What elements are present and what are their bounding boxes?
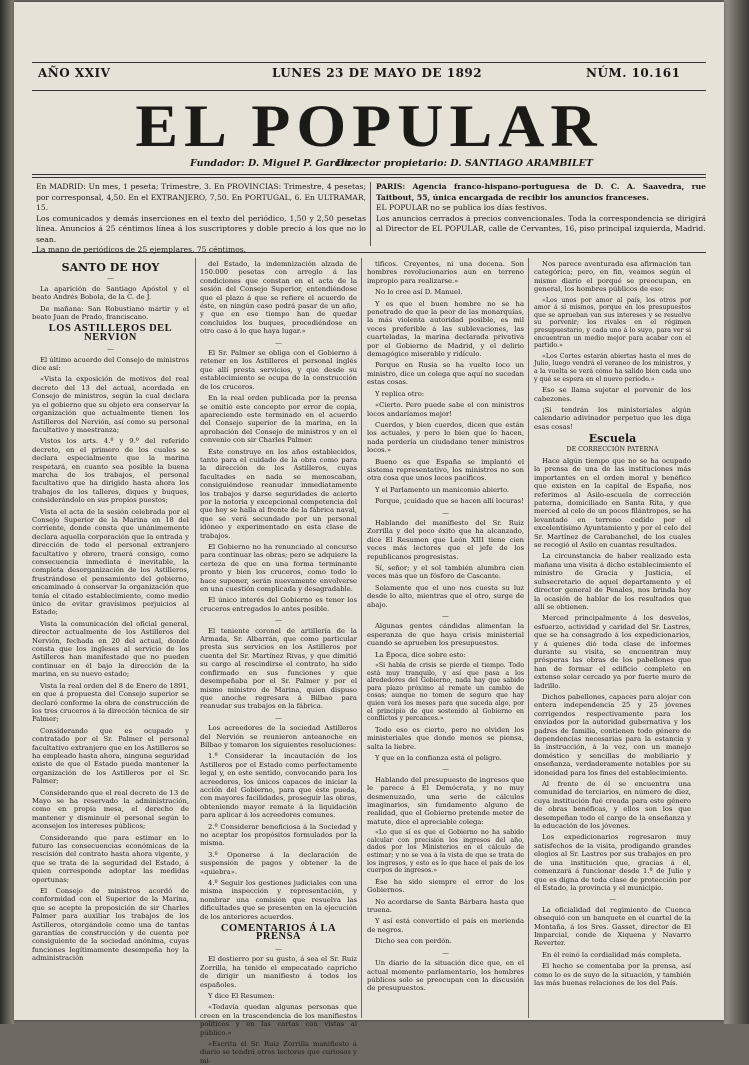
column-4 [534,260,691,1015]
article-paragraph: Vista la comunicación del oficial general, director actualmente de los Astilleros del Nervión, fechada en 20 del actual, donde consta que los ingleses al servicio de los Astilleros han manifestado que no pueden continuar en él bajo la dirección de la marina, en su nuevo estado; [32,619,189,679]
article-paragraph: El único interés del Gobierno es tener los cruceros entregados lo antes posible. [200,596,357,613]
bundle-price: La mano de periódicos de 25 ejemplares, 75 céntimos. [36,245,247,254]
santo-title: SANTO DE HOY [61,261,160,274]
separator: — [442,508,449,517]
separator: — [275,338,282,347]
content-rule [32,252,706,253]
article-paragraph: Un diario de la situación dice que, en el actual momento parlamentario, los hombres públicos solo se preocupan con la discusión de presupuestos. [367,959,524,993]
article-paragraph: En la real orden publicada por la prensa se omitió este concepto por error de copia, apareciendo este terminado en el acuerdo del Consejo superior de la marina, en la aprobación del Consejo de ministros y en el convenio con sir Charles Palmer. [200,394,357,445]
article-paragraph: Porque, ¡cuidado que se hacen allí locuras! [375,497,524,506]
article-paragraph: tificos. Creyentes, ni una docena. Son hombres revolucionarios aun en terreno impropio para realizarse.» [367,260,524,285]
comentarios-title: COMENTARIOS Á LA PRENSA [220,923,337,943]
article-paragraph: Considerando que es ocupado y contratado por el Sr. Palmer el personal facultativo extranjero que en los Astilleros se ha empleado hasta ahora, ninguna seguridad existe de que el Estado pueda mantener la organización de los Astilleros por el Sr. Palmer; [32,726,189,786]
masthead-title: EL POPULAR [135,91,603,160]
article-paragraph: Dichos pabellones, capaces para alojar con entera independencia 25 y 25 jóvenes corrigendos respectivamente para los enviados por la autoridad gubernativa y los padres de familia, contienen todo género de dependencias necesarias para la estancia y la instrucción, á la vez, con un manejo doméstico y sencillas de mobiliario y enseñanza, verdaderamente notables por su idoneidad para los fines del establecimiento. [534,692,691,777]
issue-number: NÚM. 10.161 [586,66,681,80]
article-paragraph: Vista el acta de la sesión celebrada por el Consejo Superior de la Marina en 18 del corriente, donde consta que unánimemente declara aquella corporación que la entrada y dirección de todo el personal extranjero facultativo y obrero, traerá consigo, como consecuencia inmediata é inevitable, la completa desorganización de los Astilleros, frustrándose el pensamiento del gobierno, encaminado á conservar la organización que tenía el citado establecimiento, como medio único de evitar gravísimos perjuicios al Estado; [32,507,189,617]
right-page-edge [724,0,749,1024]
article-paragraph: 2.º Considerar beneficiosa á la Sociedad y no aceptar los propósitos formulados por la misma. [200,822,357,848]
column-1 [32,260,189,1015]
left-binding-edge [0,0,14,1024]
escuela-title: Escuela [588,432,637,446]
article-paragraph: Hablando del presupuesto de ingresos que le parece á El Demócrata, y no muy desmenuzado, una serie de cálculos imaginarios, sin fundamento alguno de realidad, que el Gobierno pretende meter de matute, dice el apreciable colega: [367,775,524,826]
article-paragraph: El Gobierno no ha renunciado al concurso para continuar las obras; pero se adquiere la certeza de que en una forma terminante pronto y bien los cruceros, como todo lo hace suponer, serán nuevamente envolverse en una cuestión complicada y desagradable. [200,543,357,594]
article-paragraph: En él reinó la cordialidad más completa. [542,950,682,959]
article-paragraph: «Todavía quedan algunas personas que creen en la trascendencia de los manifiestos políticos y en las cartas con vistas al público.» [200,1003,357,1037]
separator: — [275,944,282,953]
article-paragraph: El Consejo de ministros acordó de conformidad con el Superior de la Marina, que se acepte la proposición de sir Charles Palmer para auxiliar los trabajos de los Astilleros, otorgándole como una de tantas garantías de construcción y de cuenta por consiguiente de la sociedad anónima, cuyas funciones legítimamente desempeña hoy la administración [32,887,189,963]
article-paragraph: Vista la real orden del 8 de Enero de 1891, en que á propuesta del Consejo superior se declaró conforme la obra de construcción de los tres cruceros á la dirección técnica de sir Palmer; [32,681,189,724]
subscription-rates: En MADRID: Un mes, 1 peseta; Trimestre, 3. En PROVINCIAS: Trimestre, 4 pesetas; por corresponsal, 4,50. En el EXTRANJERO, 7,50. En PORTUGAL, 6. En ULTRAMAR, 15. [36,182,366,212]
escuela-subtitle: DE CORRECCIÓN PATERNA [566,445,659,453]
article-paragraph: Hace algún tiempo que no se ha ocupado la prensa de una de las instituciones más importantes en el orden moral y benéfico que existen en la capital de España, nos referimos al Asilo-escuela de corrección paterna, domiciliado en Santa Rita, y que merced al celo de un pocos filántropos, se ha levantado en terreno cedido por el excelentísimo Ayuntamiento y por el celo del Sr. Martínez de Carabanchel, de los cuales se recogió el Asilo en cuantas resultados. [534,457,691,550]
newspaper-page [14,2,724,1065]
article-paragraph: Ése ha sido siempre el error de los Gobiernos. [367,877,524,895]
article-paragraph: Nos parece aventurada esa afirmación tan categórica; pero, en fin, veamos según el mismo diario el porqué se preocupan, en general, los hombres públicos de eso: [534,260,691,294]
article-paragraph: «Lo que sí es que el Gobierno no ha sabido calcular con precisión los ingresos del año, dados por los Ministerios en el cálculo de estimar; y no se vea á la vista de que se trata de los ingresos, y esto es lo que hace el país de los cuerpos de ingresos.» [367,829,524,875]
article-paragraph: Y dice El Resumen: [208,991,275,1000]
column-2 [200,260,357,1065]
article-paragraph: No lo cree así D. Manuel. [375,288,463,297]
header-rule-top [32,62,706,63]
article-paragraph: Merced principalmente á los desvelos, esfuerzo, actividad y caridad del Sr. Lastres, que se ha consagrado á los expedicionarios, y á quienes dió toda clase de informes durante su visita, se encuentran muy prósperas las obras de los pabellones que han de formar el edificio completo en extenso solar cercado ya por fuerte muro de ladrillo. [534,614,691,690]
masthead-rule [32,174,706,175]
year-label: AÑO XXIV [38,66,111,80]
article-paragraph: Y es que el buen hombre no se ha penetrado de que la peor de las monarquías, la más violenta autoridad posible, es mil veces preferible á las sublevaciones, las cuarteladas, la marina declarada privativa por el Gobierno de Madrid, y el delirio demagógico miserable y ridículo. [367,299,524,359]
article-paragraph: «Si habla de crisis se pierde el tiempo. Todo está muy tranquilo, y así que pasa a los alrededores del Gobierno, nada hay que sabido para plazo próximo al remate un cambio de cosas; aunque no tomen de seguro que hay quien verá los meses para que suceda algo, por el principio de que sostenido al Gobierno en conflictos y percances.» [367,662,524,723]
article-paragraph: Éste construye en los años establecidos, tanto para el cuidado de la obra como para la dirección de los Astilleros, cuyas facultades en nada se menoscaban, consiguiéndose reanudar inmediatamente los trabajos y darse seguridades de acierto por la notoria y excepcional competencia del que hoy se halla al frente de la fábrica naval, que se verá secundado por un personal idóneo y experimentado en esta clase de trabajos. [200,447,357,540]
article-paragraph: «Los unos por amor al país, los otros por amor á sí mismos, porque en los presupuestos que se aprueban van sus intereses y se resuelve su porvenir; los rivales en el régimen presupuestario, y cada uno á lo suyo, para ver si encuentran un medio mejor para acabar con el partido.» [534,296,691,350]
separator: — [442,612,449,621]
separator: — [107,274,114,283]
date-label: LUNES 23 DE MAYO DE 1892 [272,66,483,80]
article-paragraph: Y así está convertido el país en merienda de negros. [367,917,524,934]
column-divider [361,258,362,1018]
founder-line: Fundador: D. Miguel P. García. [190,158,354,169]
column-divider [195,258,196,1018]
article-paragraph: «Escrita el Sr. Ruiz Zorrilla manifiesto á diario se tendrá otros lectores que curiosos y mi- [200,1039,357,1065]
article-paragraph: El hecho se comentaba por la prensa, así como lo es de suyo de la situación, y también las más buenas relaciones de los del País. [534,962,691,987]
article-paragraph: 3.º Oponerse á la declaración de suspensión de pagos y obtener la de «quiebra». [200,850,357,876]
article-paragraph: Todo eso es cierto, pero no olviden los ministeriales que donde menos se piensa, salta la liebre. [367,725,524,751]
article-paragraph: Solamente que el uno nos cuesta su luz desde lo alto, mientras que el otro, surge de abajo. [367,583,524,609]
separator: — [275,616,282,625]
article-paragraph: Cuerdos, y bien cuerdos, dicen que están los actuales, y pero lo bien que lo hacen, nada perdería un ciudadano tener ministros locos.» [367,420,524,455]
paris-agency-box [376,182,706,235]
publication-note: EL POPULAR no se publica los días festivos. [376,203,548,212]
article-paragraph: La Época, dice sobre esto: [375,650,466,659]
article-paragraph: Los expedicionarios regresaron muy satisfechos de la visita, prodigando grandes elogios al Sr. Lastres por sus trabajos en pro de una institución que, gracias á él, comenzará á funcionar desde 1.º de Julio y que es digna de toda clase de protección por el Estado, la provincia y el municipio. [534,833,691,892]
article-paragraph: Dicho sea con perdón. [375,937,452,946]
article-paragraph: No acordarse de Santa Bárbara hasta que truena. [367,897,524,915]
separator: — [442,765,449,774]
separator: — [442,948,449,957]
advert-rates: Los comunicados y demás inserciones en el texto del periódico, 1,50 y 2,50 pesetas línea. Anuncios á 25 céntimos línea á los suscriptores y doble precio á los que no lo sean. [36,213,366,244]
separator: — [609,895,616,904]
article-paragraph: Algunas gentes cándidas alimentan la esperanza de que haya crisis ministerial cuando se aprueben los presupuestos. [367,622,524,648]
article-paragraph: 4.º Seguir los gestiones judiciales con una misma inspección y representación, y nombrar una comisión que resuelva las dificultades que se presenten en la ejecución de los anteriores acuerdos. [200,879,357,921]
separator: — [275,713,282,722]
article-paragraph: ¡Si tendrán los ministeriales algún calendario adivinador perpetuo que les diga esas cosas! [534,405,691,431]
article-paragraph: El teniente coronel de artillería de la Armada, Sr. Albarrán, que como particular presta sus servicios en los Astilleros por cuenta del Sr. Martínez Rivas, y que dimitió su cargo al rescindirse el contrato, ha sido confirmado en sus funciones y que desempeñaba por el Sr. Palmer y por el mismo ministro de Marina, quien dispuso que anoche regresara á Bilbao para reanudar sus trabajos en la fábrica. [200,626,357,711]
subscription-box [36,182,366,256]
paris-agency: PARIS: Agencia franco-hispano-portuguesa de D. C. A. Saavedra, rue Taitbout, 55, única encargada de recibir los anuncios franceses. [376,182,706,202]
article-paragraph: La circunstancia de haber realizado esta mañana una visita á dicho establecimiento el ministro de Gracia y Justicia, el subsecretario de aquel departamento y el director general de Penales, nos brinda hoy la ocasión de hablar de los resultados que allí se obtienen. [534,552,691,611]
article-paragraph: «Cierto. Pero puede sabe el con ministros locos andaríamos mejor! [367,401,524,418]
column-divider [528,258,529,1018]
article-paragraph: Los acreedores de la sociedad Astilleros del Nervión se reunieron anteanoche en Bilbao y tomaron los siguientes resoluciones: [200,724,357,749]
article-paragraph: Al frente de él se encuentra una comunidad de terciarios, en número de diez, cuya institución fué creada para este género de obras benéficas, y ellos son los que desempeñan todo el cargo de la enseñanza y la educación de los jóvenes. [534,780,691,831]
article-paragraph: De mañana: San Robustiano mártir y el beato Juan de Prado, franciscano. [32,304,189,322]
article-paragraph: El destierro por su gusto, á sea el Sr. Ruiz Zorrilla, ha tenido el empecatado capricho de dirigir un manifiesto á todos los españoles. [200,955,357,989]
article-paragraph: El Sr. Palmer se obliga con el Gobierno á retener en los Astilleros el personal inglés que allí presta servicios, y que desde su establecimiento se ocupa de la construcción de los cruceros. [200,349,357,391]
article-paragraph: Bueno es que España se implantó el sistema representativo, los ministros no son otra cosa que unos locos pacíficos. [367,457,524,483]
article-paragraph: Y que en la confianza está el peligro. [375,754,502,763]
article-paragraph: El último acuerdo del Consejo de ministros dice así: [32,355,189,373]
article-paragraph: Considerando que para estimar en lo futuro las consecuencias económicas de la rescisión del contrato hasta ahora vigente, y que se trata de la seguridad del Estado, á quien corresponde adoptar las medidas oportunas; [32,833,189,884]
article-paragraph: Sí, señor; y el sol también alumbra cien veces más que un fósforo de Cascante. [367,564,524,581]
article-paragraph: Hablando del manifiesto del Sr. Ruiz Zorrilla y del poco éxito que ha alcanzado, dice El Resumen que León XIII tiene cien veces más lectores que el jefe de los republicanos progresistas. [367,518,524,561]
article-paragraph: Y replica otro: [375,389,425,398]
article-paragraph: Considerando que el real decreto de 13 de Mayo se ha reservado la administración, como en propia mesa, el derecho de mantener y disminuir el personal según lo aconsejen los intereses públicos; [32,788,189,831]
correspondence-note: Los anuncios cerrados á precios convencionales. Toda la correspondencia se dirigirá al Director de EL POPULAR, calle de Cervantes, 16, piso principal izquierda, Madrid. [376,213,706,233]
article-paragraph: Y el Parlamento un manicomio abierto. [375,485,510,494]
article-paragraph: «Los Cortes estarán abiertas hasta el mes de Julio, luego vendrá el veraneo de los ministros, y a la vuelta se verá cómo ha salido bien cada uno y qué se espera en el nuevo período.» [534,352,691,383]
article-paragraph: «Vista la exposición de motivos del real decreto del 13 del actual, acordada en Consejo de ministros, según la cual declara ya el gobierno que su objeto era conservar la organización que actualmente tienen los Astilleros del Nervión, así como su personal facultativo y maestranza; [32,375,189,434]
article-paragraph: 1.º Considerar la incautación de los Astilleros por el Estado como perfectamente legal y, en este sentido, convocando para los acreedores, los únicos capaces de iniciar la acción del Gobierno, para que éste pueda, con mayores facilidades, proseguir las obras, obteniendo mayor remate á la liquidación para aplicar á los acreedores comunes. [200,752,357,820]
article-paragraph: Vistos los arts. 4.º y 9.º del referido decreto, en el primero de los cuales se declara especialmente que la marina respetará, en cuanto sea posible la buena marcha de los trabajos, el personal facultativo que ha dirigido hasta ahora los trabajos de los talleres, diques y buques, considerándolo en sus propios puestos; [32,437,189,505]
astilleros-title: LOS ASTILLEROS DEL NERVIÓN [48,323,173,343]
article-paragraph: del Estado, la indemnización alzada de 150.000 pesetas con arreglo á las condiciones que constan en el acta de la sesión del Consejo Superior, entendiéndose que el plazo á que se refiere el acuerdo de éste, en ningún caso podrá pasar de un año, y que en ese tiempo han de quedar concluidos los buques, procediéndose en otro caso á lo que haya lugar.» [200,260,357,336]
separator: — [107,345,114,354]
masthead-rule-2 [32,177,706,178]
article-paragraph: Eso se llama sujetar el porvenir de los cabezones. [534,386,691,403]
article-paragraph: La oficialidad del regimiento de Cuenca obsequió con un banquete en el cuartel de la Montaña, á los Sres. Gasset, director de El Imparcial, conde de Xiquena y Navarro Reverter. [534,905,691,948]
article-paragraph: La aparición de Santiago Apóstol y el beato Andrés Bobola, de la C. de J. [32,284,189,302]
column-3 [367,260,524,1015]
director-line: Director propietario: D. SANTIAGO ARAMBILET [336,158,593,169]
article-paragraph: Porque en Rusia se ha vuelto loco un ministro, dice un colega que aquí no sucedan estas cosas. [367,361,524,387]
subscription-divider [370,182,371,246]
